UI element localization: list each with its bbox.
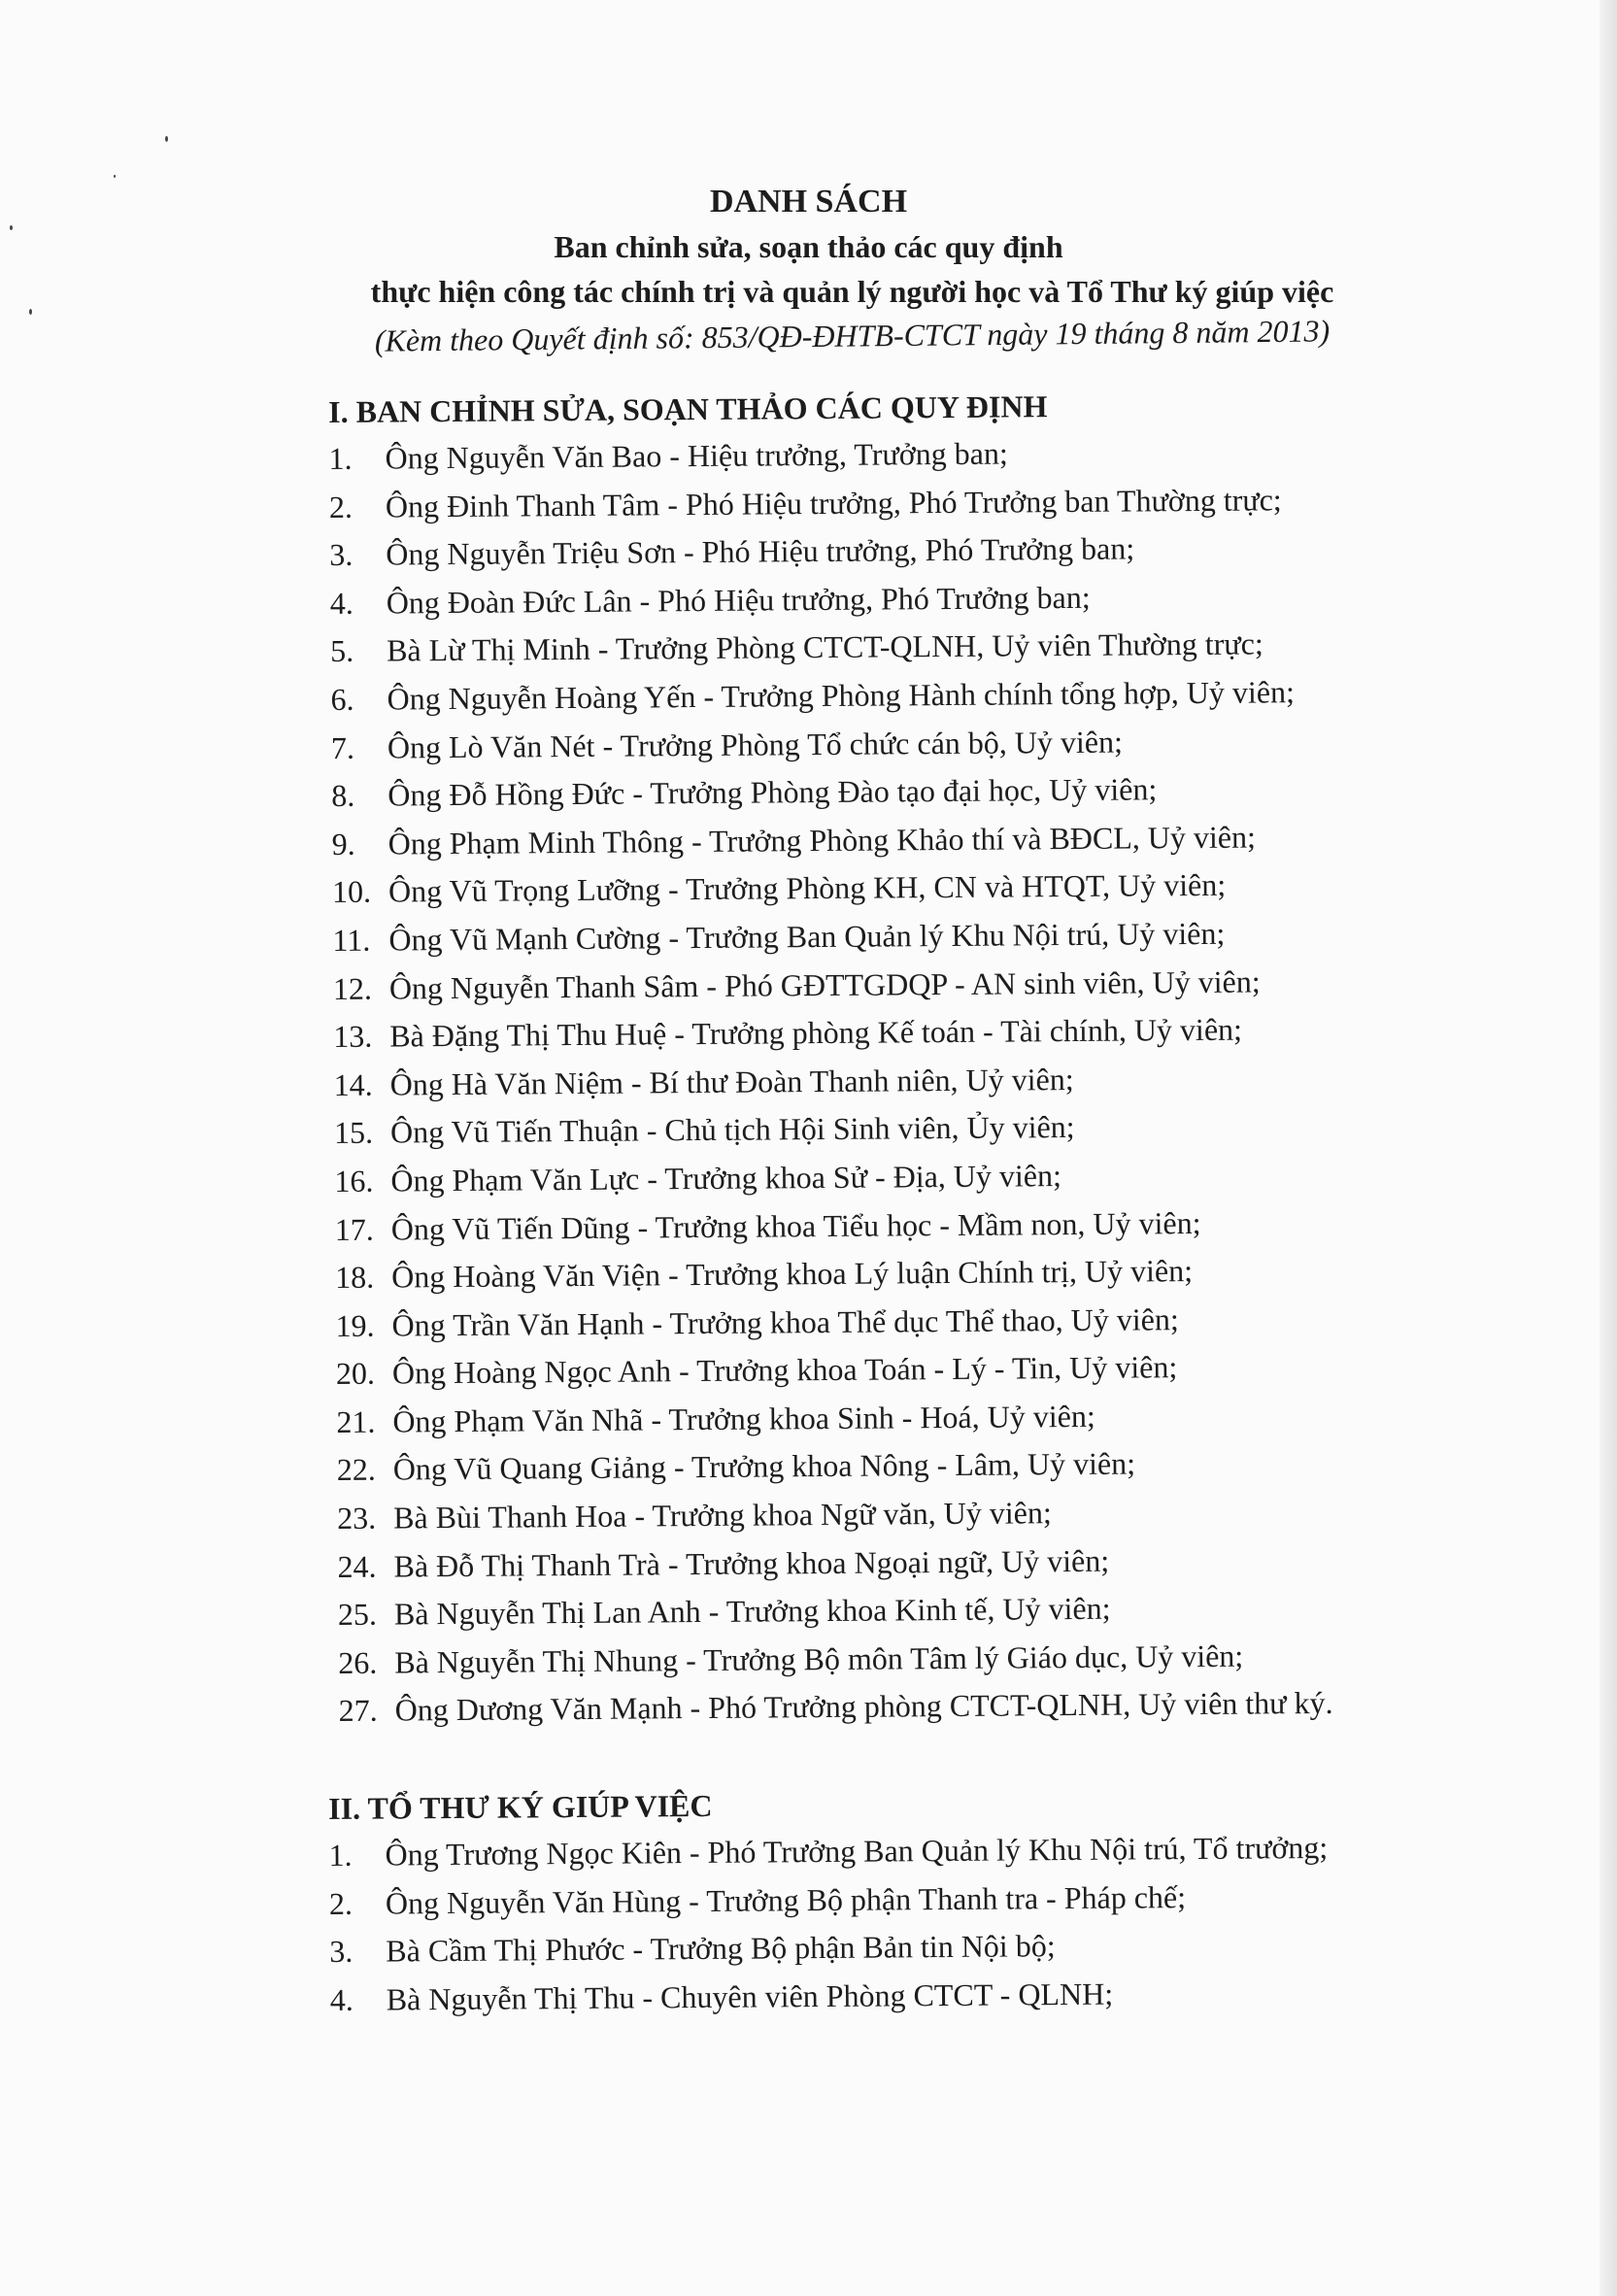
member-entry: Bà Bùi Thanh Hoa - Trưởng khoa Ngữ văn, Uỷ viên; — [392, 1495, 1052, 1536]
member-entry: Bà Cầm Thị Phước - Trưởng Bộ phận Bản tin Nội bộ; — [386, 1928, 1056, 1969]
member-entry: Ông Nguyễn Văn Bao - Hiệu trưởng, Trưởng ban; — [385, 435, 1008, 476]
member-list — [328, 1822, 1593, 2025]
item-number: 2. — [328, 489, 354, 524]
member-entry: Bà Nguyễn Thị Thu - Chuyên viên Phòng CTCT - QLNH; — [386, 1975, 1114, 2017]
scan-speck — [114, 175, 116, 178]
member-entry: Ông Vũ Trọng Lưỡng - Trưởng Phòng KH, CN và HTQT, Uỷ viên; — [387, 867, 1227, 909]
item-number: 20. — [335, 1355, 376, 1392]
member-entry: Ông Vũ Mạnh Cường - Trưởng Ban Quản lý Khu Nội trú, Uỷ viên; — [388, 915, 1226, 958]
decision-reference: (Kèm theo Quyết định số: 853/QĐ-ĐHTB-CTCT ngày 19 tháng 8 năm 2013) — [374, 313, 1331, 358]
item-number: 21. — [336, 1403, 376, 1439]
item-number: 4. — [329, 585, 354, 621]
item-number: 1. — [328, 1837, 353, 1873]
item-number: 19. — [335, 1307, 375, 1343]
member-entry: Ông Đoàn Đức Lân - Phó Hiệu trưởng, Phó Trưởng ban; — [386, 579, 1091, 621]
section-secretariat — [328, 1775, 1593, 2025]
item-number: 8. — [331, 777, 355, 814]
section-editing-board — [328, 379, 1601, 1736]
item-number: 13. — [333, 1018, 373, 1055]
item-number: 16. — [334, 1163, 374, 1199]
item-number: 24. — [337, 1548, 377, 1584]
member-entry: Ông Nguyễn Hoàng Yến - Trưởng Phòng Hành chính tổng hợp, Uỷ viên; — [387, 674, 1296, 717]
member-entry: Ông Vũ Quang Giảng - Trưởng khoa Nông - Lâm, Uỷ viên; — [392, 1445, 1136, 1487]
item-number: 5. — [329, 633, 354, 669]
document-header — [0, 180, 1617, 358]
member-entry: Bà Nguyễn Thị Lan Anh - Trưởng khoa Kinh tế, Uỷ viên; — [393, 1590, 1111, 1632]
document-subtitle: Ban chỉnh sửa, soạn thảo các quy định — [554, 229, 1063, 264]
member-list — [328, 425, 1600, 1736]
document-subtitle: thực hiện công tác chính trị và quản lý người học và Tổ Thư ký giúp việc — [370, 274, 1334, 309]
item-number: 18. — [335, 1259, 375, 1296]
member-entry: Bà Đặng Thị Thu Huệ - Trưởng phòng Kế toán - Tài chính, Uỷ viên; — [389, 1011, 1243, 1054]
item-number: 4. — [329, 1981, 354, 2017]
member-entry: Ông Trương Ngọc Kiên - Phó Trưởng Ban Quản lý Khu Nội trú, Tổ trưởng; — [385, 1829, 1329, 1873]
item-number: 2. — [328, 1885, 354, 1921]
item-number: 7. — [330, 729, 355, 765]
list-item — [330, 1967, 1593, 2025]
item-number: 3. — [329, 1933, 354, 1970]
item-number: 11. — [332, 922, 371, 958]
item-number: 14. — [333, 1066, 373, 1102]
member-entry: Ông Vũ Tiến Thuận - Chủ tịch Hội Sinh viên, Ủy viên; — [389, 1109, 1075, 1150]
member-entry: Ông Hà Văn Niệm - Bí thư Đoàn Thanh niên, Uỷ viên; — [389, 1061, 1074, 1102]
item-number: 22. — [336, 1452, 376, 1488]
member-entry: Ông Hoàng Văn Viện - Trưởng khoa Lý luận Chính trị, Uỷ viên; — [391, 1253, 1194, 1295]
member-entry: Ông Nguyễn Thanh Sâm - Phó GĐTTGDQP - AN sinh viên, Uỷ viên; — [388, 963, 1261, 1006]
member-entry: Ông Lò Văn Nét - Trưởng Phòng Tổ chức cán bộ, Uỷ viên; — [387, 724, 1124, 765]
member-entry: Ông Trần Văn Hạnh - Trưởng khoa Thể dục Thể thao, Uỷ viên; — [391, 1300, 1179, 1343]
member-entry: Ông Phạm Văn Nhã - Trưởng khoa Sinh - Hoá, Uỷ viên; — [392, 1398, 1095, 1439]
section-heading: I. BAN CHỈNH SỬA, SOẠN THẢO CÁC QUY ĐỊNH — [328, 388, 1048, 429]
member-entry: Ông Nguyễn Triệu Sơn - Phó Hiệu trưởng, Phó Trưởng ban; — [386, 530, 1135, 572]
item-number: 9. — [331, 826, 355, 861]
member-entry: Ông Nguyễn Văn Hùng - Trưởng Bộ phận Thanh tra - Pháp chế; — [385, 1878, 1187, 1921]
item-number: 17. — [334, 1211, 374, 1247]
member-entry: Ông Phạm Văn Lực - Trưởng khoa Sử - Địa, Uỷ viên; — [390, 1158, 1062, 1199]
member-entry: Ông Đinh Thanh Tâm - Phó Hiệu trưởng, Phó Trưởng ban Thường trực; — [385, 481, 1282, 524]
member-entry: Bà Lừ Thị Minh - Trưởng Phòng CTCT-QLNH, Uỷ viên Thường trực; — [386, 625, 1263, 668]
item-number: 10. — [331, 874, 372, 910]
item-number: 1. — [328, 440, 353, 476]
member-entry: Bà Nguyễn Thị Nhung - Trưởng Bộ môn Tâm lý Giáo dục, Uỷ viên; — [394, 1638, 1244, 1680]
item-number: 15. — [333, 1114, 374, 1151]
item-number: 27. — [338, 1693, 378, 1729]
member-entry: Ông Hoàng Ngọc Anh - Trưởng khoa Toán - Lý - Tin, Uỷ viên; — [391, 1349, 1178, 1391]
list-item — [339, 1677, 1601, 1736]
scan-speck — [165, 136, 168, 142]
section-heading: II. TỔ THƯ KÝ GIÚP VIỆC — [328, 1787, 713, 1826]
member-entry: Ông Phạm Minh Thông - Trưởng Phòng Khảo thí và BĐCL, Uỷ viên; — [387, 819, 1257, 861]
item-number: 3. — [329, 536, 354, 573]
item-number: 23. — [336, 1500, 377, 1536]
member-entry: Ông Đỗ Hồng Đức - Trưởng Phòng Đào tạo đại học, Uỷ viên; — [387, 771, 1158, 813]
item-number: 6. — [330, 681, 354, 717]
item-number: 25. — [337, 1596, 378, 1633]
member-entry: Bà Đỗ Thị Thanh Trà - Trưởng khoa Ngoại ngữ, Uỷ viên; — [393, 1542, 1110, 1584]
item-number: 26. — [338, 1644, 378, 1680]
item-number: 12. — [332, 970, 372, 1006]
member-entry: Ông Dương Văn Mạnh - Phó Trưởng phòng CTCT-QLNH, Uỷ viên thư ký. — [394, 1685, 1333, 1728]
member-entry: Ông Vũ Tiến Dũng - Trưởng khoa Tiểu học - Mầm non, Uỷ viên; — [390, 1204, 1201, 1247]
document-title: DANH SÁCH — [709, 184, 908, 219]
